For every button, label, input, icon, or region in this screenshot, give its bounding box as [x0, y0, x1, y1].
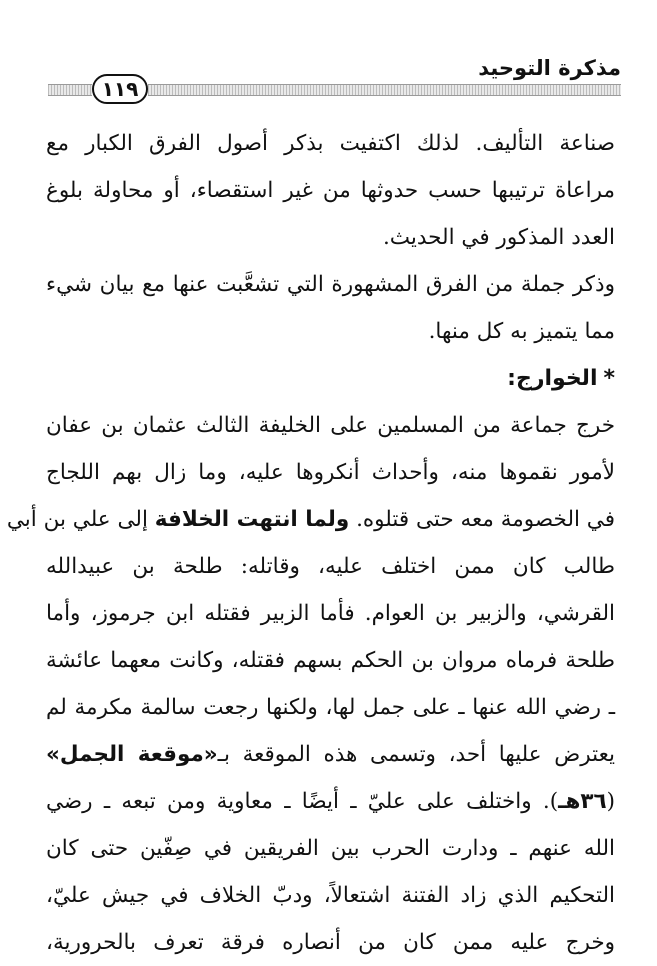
text-line: مراعاة ترتيبها حسب حدوثها من غير استقصاء، أو محاولة بلوغ	[46, 178, 615, 203]
body-text	[6, 120, 615, 966]
text-line: صناعة التأليف. لذلك اكتفيت بذكر أصول الفرق الكبار مع	[46, 131, 615, 156]
header-rule-left	[48, 84, 92, 96]
book-title: مذكرة التوحيد	[478, 56, 621, 80]
text-line	[6, 496, 615, 543]
year: ٣٦هـ	[558, 789, 607, 814]
star-icon: *	[603, 366, 615, 391]
text-run: في الخصومة معه حتى قتلوه.	[356, 507, 615, 532]
text-line	[46, 778, 615, 825]
text-line	[46, 731, 615, 778]
text-run: ). واختلف على عليّ ـ أيضًا ـ معاوية ومن تبعه ـ رضي	[46, 789, 559, 814]
text-run: (	[606, 789, 615, 814]
header-rule	[148, 84, 621, 96]
section-heading-text: الخوارج:	[507, 366, 598, 391]
battle-name: «موقعة الجمل»	[46, 742, 218, 767]
text-line: العدد المذكور في الحديث.	[382, 225, 615, 250]
text-line: التحكيم الذي زاد الفتنة اشتعالاً، ودبّ الخلاف في جيش عليّ،	[46, 883, 615, 908]
text-line: مما يتميز به كل منها.	[428, 319, 615, 344]
text-line: لأمور نقموها منه، وأحداث أنكروها عليه، وما زال بهم اللجاج	[46, 460, 615, 485]
page-header	[48, 52, 621, 110]
text-line: الله عنهم ـ ودارت الحرب بين الفريقين في صِفّين حتى كان	[46, 836, 615, 861]
text-line: طلحة فرماه مروان بن الحكم بسهم فقتله، وكانت معهما عائشة	[46, 648, 615, 673]
page-number: ١١٩	[92, 74, 148, 104]
bold-phrase: ولما انتهت الخلافة	[154, 507, 350, 532]
text-run: يعترض عليها أحد، وتسمى هذه الموقعة بـ	[217, 742, 615, 767]
text-line: خرج جماعة من المسلمين على الخليفة الثالث عثمان بن عفان	[46, 413, 615, 438]
text-line: وذكر جملة من الفرق المشهورة التي تشعَّبت عنها مع بيان شيء	[46, 272, 615, 297]
text-line: القرشي، والزبير بن العوام. فأما الزبير فقتله ابن جرموز، وأما	[46, 601, 615, 626]
text-line: ـ رضي الله عنها ـ على جمل لها، ولكنها رجعت سالمة مكرمة لم	[46, 695, 615, 720]
text-run: إلى علي بن أبي	[6, 507, 148, 532]
text-line: طالب كان ممن اختلف عليه، وقاتله: طلحة بن عبيدالله	[46, 554, 615, 579]
text-line: وخرج عليه ممن كان من أنصاره فرقة تعرف بالحرورية،	[46, 930, 615, 955]
section-heading	[46, 355, 615, 402]
